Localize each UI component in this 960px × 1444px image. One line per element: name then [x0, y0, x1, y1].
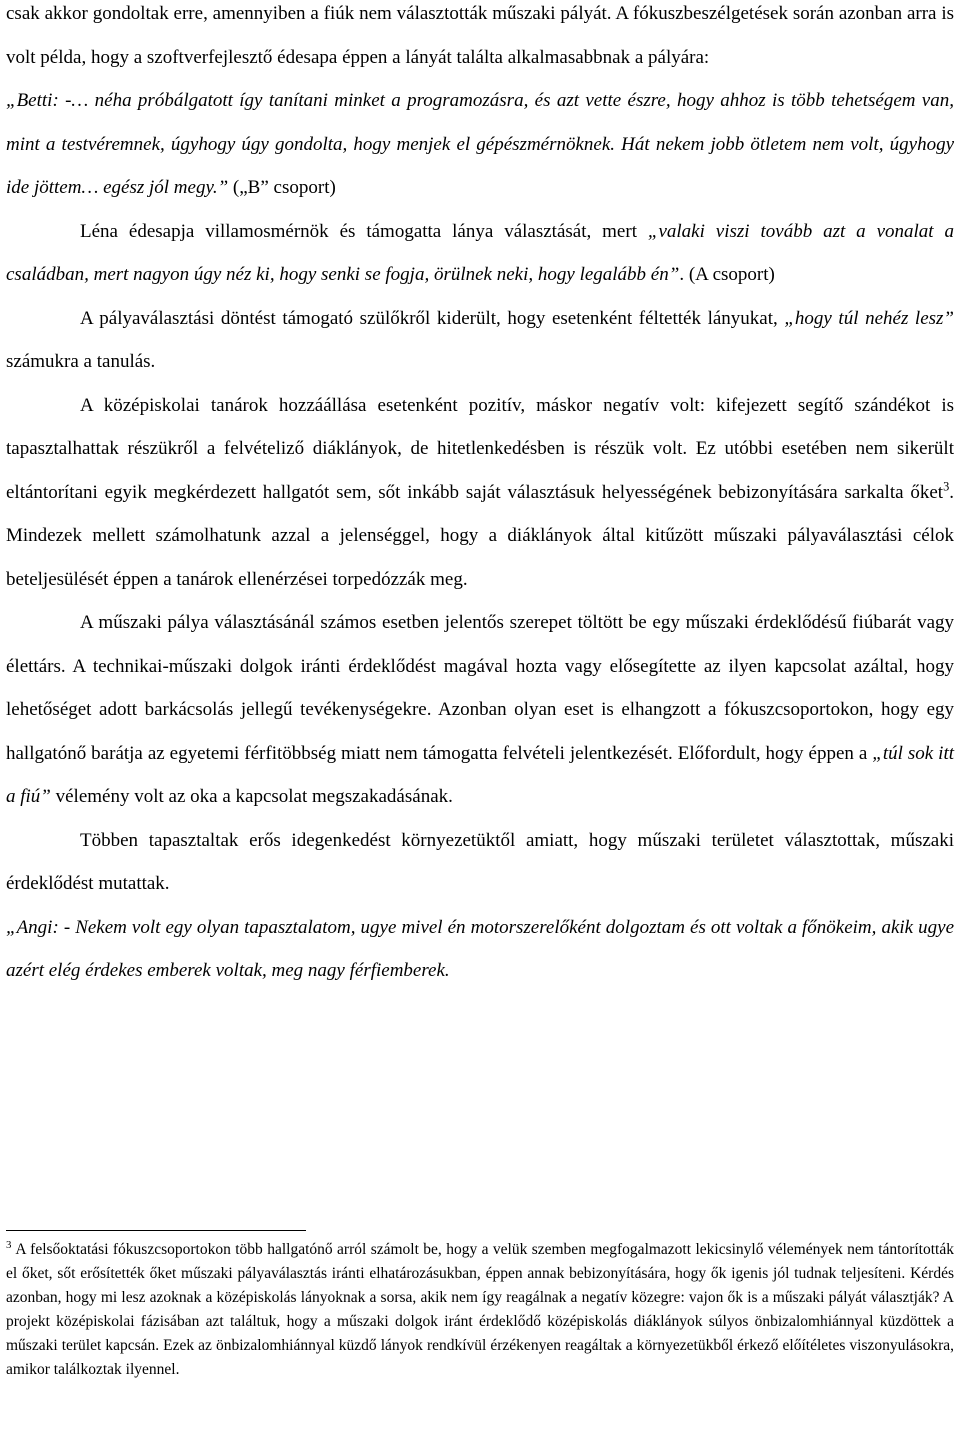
quoted-text: „túl sok itt a fiú” [6, 742, 955, 807]
text-run: („B” csoport) [228, 177, 336, 198]
text-run: Többen tapasztaltak erős idegenkedést környezetüktől amiatt, hogy műszaki területet választottak, műszaki érdeklődést mutattak. [6, 829, 954, 894]
text-run: Léna édesapja villamosmérnök és támogatta lánya választását, mert [80, 220, 648, 242]
footnote-separator [6, 1230, 306, 1231]
text-run: A pályaválasztási döntést támogató szülőkről kiderült, hogy esetenként féltették lányukat, [80, 307, 785, 329]
footnote-number: 3 [6, 1238, 12, 1251]
paragraph [6, 601, 954, 819]
paragraph [6, 384, 954, 602]
quoted-text: „Betti: -… néha próbálgatott így tanítani minket a programozásra, és azt vette észre, hogy ahhoz is több tehetségem van, mint a testvéremnek, úgyhogy úgy gondolta, hogy menjek el gépészmérnöknek. Hát nekem jobb ötletem nem volt, úgyhogy ide jöttem… egész jól megy.” [6, 90, 954, 198]
paragraph [6, 819, 954, 906]
text-run: A műszaki pálya választásánál számos esetben jelentős szerepet töltött be egy műszaki érdeklődésű fiúbarát vagy élettárs. A technikai-műszaki dolgok iránti érdeklődést magával hozta vagy elősegítette az ilyen kapcsolat azáltal, hogy lehetőséget adott barkácsolás jellegű tevékenységekre. Azonban olyan eset is elhangzott a fókuszcsoportokon, hogy egy hallgatónő barátja az egyetemi férfitöbbség miatt nem támogatta felvételi jelentkezését. Előfordult, hogy éppen a [6, 612, 954, 764]
text-run: számukra a tanulás. [6, 351, 156, 372]
paragraph [6, 0, 954, 79]
quoted-text: „Angi: - Nekem volt egy olyan tapasztalatom, ugye mivel én motorszerelőként dolgoztam és ott voltak [6, 916, 788, 938]
paragraph [6, 79, 954, 210]
footnote-3 [6, 1238, 954, 1382]
quoted-text: „hogy túl nehéz lesz” [784, 307, 955, 329]
text-run: csak akkor gondoltak erre, amennyiben a fiúk nem választották műszaki pályát. A fókuszbeszélgetések során azonban arra is volt példa, hogy a szoftverfejlesztő édesapa éppen a lányát találta alkalmasabbnak a pályára: [6, 3, 954, 68]
text-run: . (A csoport) [679, 264, 775, 285]
text-run: vélemény volt az oka a kapcsolat megszakadásának. [50, 786, 453, 807]
quoted-text: „valaki viszi tovább azt a vonalat a családban, mert nagyon úgy néz ki, hogy senki se fogja, örülnek neki, hogy legalább én” [6, 220, 954, 285]
paragraph [6, 906, 954, 993]
paragraph [6, 210, 954, 297]
body-text [6, 0, 954, 993]
paragraph [6, 297, 954, 384]
footnote-text: A felsőoktatási fókuszcsoportokon több hallgatónő arról számolt be, hogy a velük szemben megfogalmazott lekicsinylő vélemények nem tántorították el őket, sőt erősítették őket műszaki pályaválasztás iránti elhatározásukban, éppen annak bebizonyítására, hogy ők igenis jól tudnak teljesíteni. Kérdés azonban, hogy mi lesz azoknak a középiskolás lányoknak a sorsa, akik nem így reagálnak a negatív közegre: vajon ők is a műszaki pályát választják? A projekt középiskolai fázisában azt találtuk, hogy a műszaki dolgok iránt érdeklődő középiskolás diáklányok súlyos önbizalomhiánnyal küzdöttek a műszaki terület kapcsán. Ezek az önbizalomhiánnyal küzdő lányok rendkívül érzékenyen reagáltak a környezetükből érkező előítéletes viszonyulásokra, amikor találkoztak ilyennel. [6, 1241, 954, 1378]
quoted-text: a főnökeim, akik ugye azért elég érdekes emberek voltak, meg nagy férfiemberek. [6, 916, 955, 981]
text-run: A középiskolai tanárok hozzáállása esetenként pozitív, máskor negatív volt: kifejezett segítő szándékot is tapasztalhattak részükről a felvételiző diáklányok, de hitetlenkedésben is részük volt. Ez utóbbi esetében nem sikerült eltántorítani egyik megkérdezett hallgatót sem, sőt inkább saját választásuk helyességének bebizonyítására sarkalta őket [6, 394, 954, 503]
footnote-reference: 3 [943, 479, 950, 494]
text-run: . Mindezek mellett számolhatunk azzal a jelenséggel, hogy a diáklányok által kitűzött műszaki pályaválasztási célok beteljesülését éppen a tanárok ellenérzései torpedózzák meg. [6, 481, 954, 590]
